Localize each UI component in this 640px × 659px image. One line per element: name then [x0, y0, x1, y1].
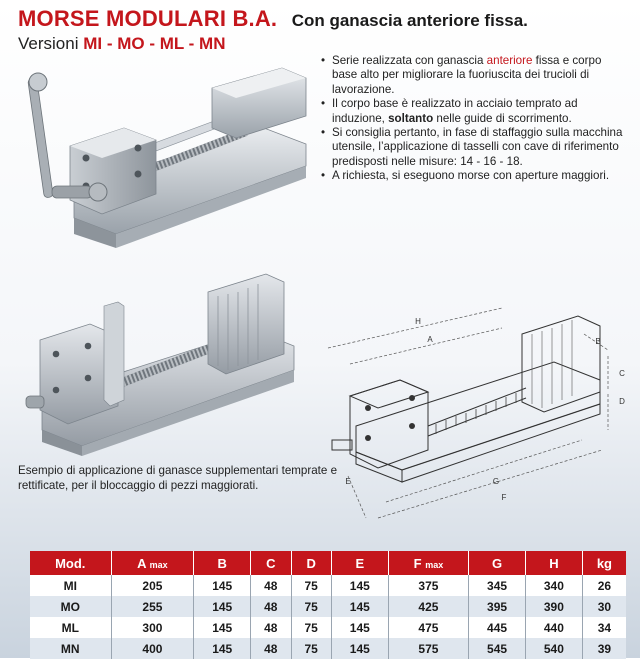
- cell-h: 540: [525, 638, 582, 659]
- dim-label-e: E: [345, 477, 351, 486]
- cell-h: 440: [525, 617, 582, 638]
- col-header-kg: kg: [582, 551, 626, 575]
- feature-item: • Il corpo base è realizzato in acciaio temprato ad induzione, soltanto nelle guide di scorrimento.: [320, 97, 626, 126]
- cell-e: 145: [331, 575, 388, 596]
- col-header-c: C: [251, 551, 291, 575]
- versions-models: MI - MO - ML - MN: [83, 34, 226, 53]
- cell-f: 375: [388, 575, 468, 596]
- feature-list: [320, 54, 626, 184]
- cell-g: 545: [469, 638, 526, 659]
- cell-c: 48: [251, 638, 291, 659]
- cell-d: 75: [291, 575, 331, 596]
- cell-d: 75: [291, 596, 331, 617]
- cell-a: 255: [111, 596, 194, 617]
- cell-h: 340: [525, 575, 582, 596]
- cell-e: 145: [331, 617, 388, 638]
- feature-item: • Si consiglia pertanto, in fase di staffaggio sulla macchina utensile, l’applicazione di tasselli con cave di riferimento predisposti nelle misure: 14 - 16 - 18.: [320, 126, 626, 169]
- feature-item: • A richiesta, si eseguono morse con aperture maggiori.: [320, 169, 626, 183]
- col-header-f: F max: [388, 551, 468, 575]
- dim-label-g: G: [492, 477, 500, 486]
- cell-e: 145: [331, 638, 388, 659]
- cell-kg: 30: [582, 596, 626, 617]
- dim-label-c: C: [619, 369, 625, 378]
- cell-b: 145: [194, 638, 251, 659]
- cell-kg: 34: [582, 617, 626, 638]
- photo-caption: Esempio di applicazione di ganasce supplementari temprate e rettificate, per il bloccaggio di pezzi maggiorati.: [18, 464, 338, 492]
- col-header-a: A max: [111, 551, 194, 575]
- cell-g: 445: [469, 617, 526, 638]
- vise-photo-supplementary-jaws-icon: [22, 270, 302, 456]
- dim-label-b: B: [595, 337, 601, 346]
- table-row: [30, 596, 626, 617]
- cell-model: MI: [30, 575, 111, 596]
- cell-b: 145: [194, 575, 251, 596]
- col-header-e: E: [331, 551, 388, 575]
- col-header-mod: Mod.: [30, 551, 111, 575]
- cell-f: 425: [388, 596, 468, 617]
- dim-label-d: D: [619, 397, 625, 406]
- cell-g: 345: [469, 575, 526, 596]
- cell-a: 400: [111, 638, 194, 659]
- cell-a: 205: [111, 575, 194, 596]
- cell-f: 475: [388, 617, 468, 638]
- cell-c: 48: [251, 596, 291, 617]
- col-header-g: G: [469, 551, 526, 575]
- versions-line: [18, 34, 226, 54]
- cell-kg: 39: [582, 638, 626, 659]
- vise-photo-crank-icon: [14, 58, 314, 254]
- col-header-b: B: [194, 551, 251, 575]
- table-header-row: [30, 551, 626, 575]
- cell-d: 75: [291, 638, 331, 659]
- table-row: [30, 638, 626, 659]
- cell-model: ML: [30, 617, 111, 638]
- cell-c: 48: [251, 617, 291, 638]
- cell-a: 300: [111, 617, 194, 638]
- dim-label-h: H: [415, 317, 421, 326]
- specifications-table: [30, 551, 626, 659]
- feature-item: • Serie realizzata con ganascia anteriore fissa e corpo base alto per migliorare la fuoriuscita dei trucioli di lavorazione.: [320, 54, 626, 97]
- cell-d: 75: [291, 617, 331, 638]
- title-subtitle: Con ganascia anteriore fissa.: [291, 11, 528, 30]
- dimension-drawing-icon: [326, 300, 636, 536]
- cell-h: 390: [525, 596, 582, 617]
- cell-b: 145: [194, 596, 251, 617]
- dim-label-f: F: [501, 493, 507, 502]
- cell-model: MO: [30, 596, 111, 617]
- cell-g: 395: [469, 596, 526, 617]
- cell-f: 575: [388, 638, 468, 659]
- cell-kg: 26: [582, 575, 626, 596]
- page-title: [18, 6, 528, 32]
- dim-label-a: A: [427, 335, 433, 344]
- cell-e: 145: [331, 596, 388, 617]
- col-header-h: H: [525, 551, 582, 575]
- versions-label: Versioni: [18, 34, 79, 53]
- table-row: [30, 617, 626, 638]
- col-header-d: D: [291, 551, 331, 575]
- table-row: [30, 575, 626, 596]
- title-main: MORSE MODULARI B.A.: [18, 6, 278, 31]
- cell-c: 48: [251, 575, 291, 596]
- cell-model: MN: [30, 638, 111, 659]
- cell-b: 145: [194, 617, 251, 638]
